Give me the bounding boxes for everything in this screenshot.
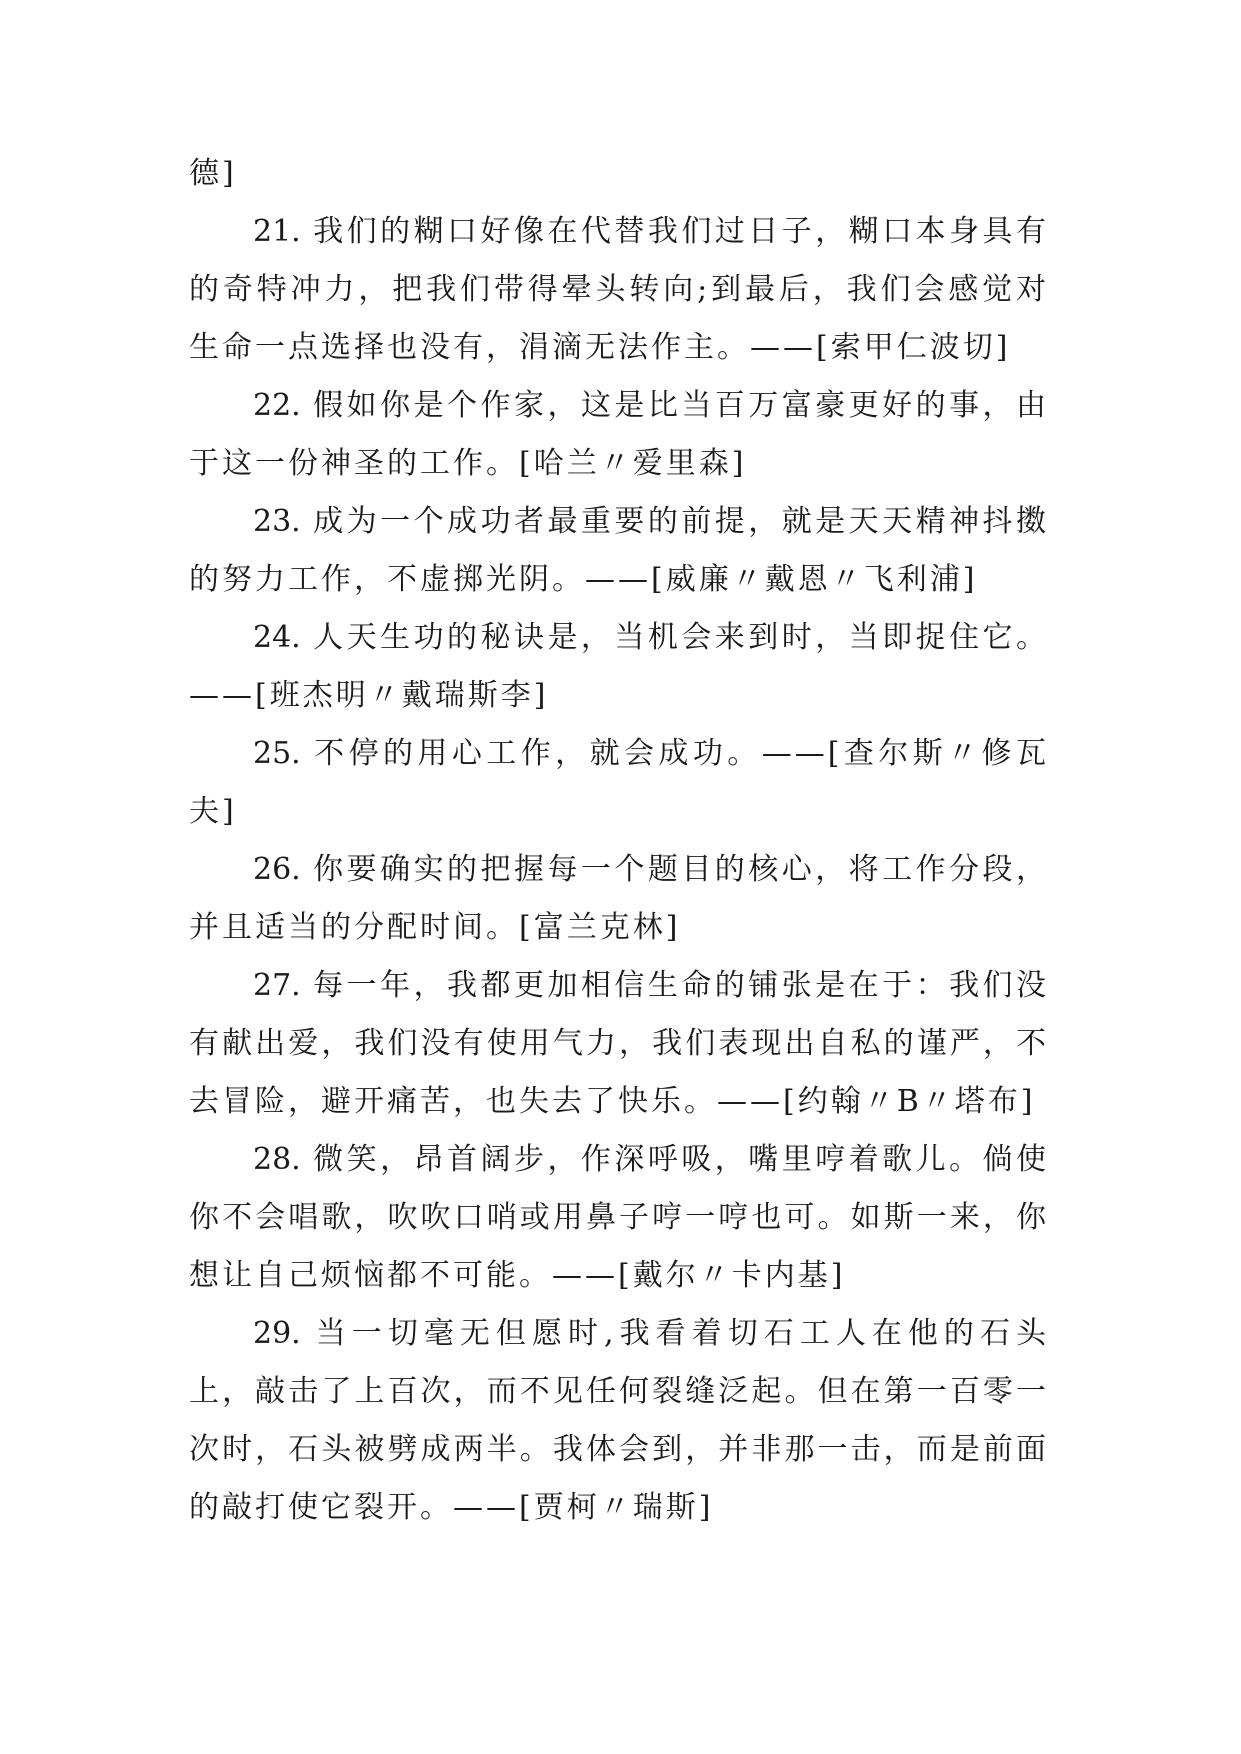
quote-text: 我们的糊口好像在代替我们过日子，糊口本身具有的奇特冲力，把我们带得晕头转向;到最后，我们会感觉对生命一点选择也没有，涓滴无法作主。——[索甲仁波切] bbox=[189, 214, 1049, 365]
quote-number: 22. bbox=[253, 388, 301, 423]
quote-27 bbox=[189, 957, 1049, 1131]
quote-28 bbox=[189, 1131, 1049, 1305]
document-page bbox=[189, 145, 1049, 1537]
quote-text: 不停的用心工作，就会成功。——[查尔斯〃修瓦夫] bbox=[189, 736, 1049, 829]
quote-number: 24. bbox=[253, 620, 301, 655]
quote-24 bbox=[189, 609, 1049, 725]
quote-text: 假如你是个作家，这是比当百万富豪更好的事，由于这一份神圣的工作。[哈兰〃爱里森] bbox=[189, 388, 1049, 481]
quote-text: 微笑，昂首阔步，作深呼吸，嘴里哼着歌儿。倘使你不会唱歌，吹吹口哨或用鼻子哼一哼也可。如斯一来，你想让自己烦恼都不可能。——[戴尔〃卡内基] bbox=[189, 1142, 1049, 1293]
quote-number: 25. bbox=[253, 736, 301, 771]
quote-number: 27. bbox=[253, 968, 301, 1003]
quote-number: 29. bbox=[253, 1316, 301, 1351]
quote-text: 当一切毫无但愿时,我看着切石工人在他的石头上，敲击了上百次，而不见任何裂缝泛起。但在第一百零一次时，石头被劈成两半。我体会到，并非那一击，而是前面的敲打使它裂开。——[贾柯〃瑞斯] bbox=[189, 1316, 1049, 1525]
quote-number: 21. bbox=[253, 214, 301, 249]
quote-29 bbox=[189, 1305, 1049, 1537]
quote-text: 成为一个成功者最重要的前提，就是天天精神抖擞的努力工作，不虚掷光阴。——[威廉〃戴恩〃飞利浦] bbox=[189, 504, 1049, 597]
quote-text: 人天生功的秘诀是，当机会来到时，当即捉住它。——[班杰明〃戴瑞斯李] bbox=[189, 620, 1049, 713]
quote-number: 23. bbox=[253, 504, 301, 539]
quote-26 bbox=[189, 841, 1049, 957]
quote-25 bbox=[189, 725, 1049, 841]
quote-23 bbox=[189, 493, 1049, 609]
quote-text: 每一年，我都更加相信生命的铺张是在于：我们没有献出爱，我们没有使用气力，我们表现出自私的谨严，不去冒险，避开痛苦，也失去了快乐。——[约翰〃B〃塔布] bbox=[189, 968, 1049, 1119]
quote-21 bbox=[189, 203, 1049, 377]
quote-22 bbox=[189, 377, 1049, 493]
quote-number: 26. bbox=[253, 852, 301, 887]
quote-text: 你要确实的把握每一个题目的核心，将工作分段，并且适当的分配时间。[富兰克林] bbox=[189, 852, 1049, 945]
continuation-line: 德] bbox=[189, 156, 237, 191]
quote-number: 28. bbox=[253, 1142, 301, 1177]
